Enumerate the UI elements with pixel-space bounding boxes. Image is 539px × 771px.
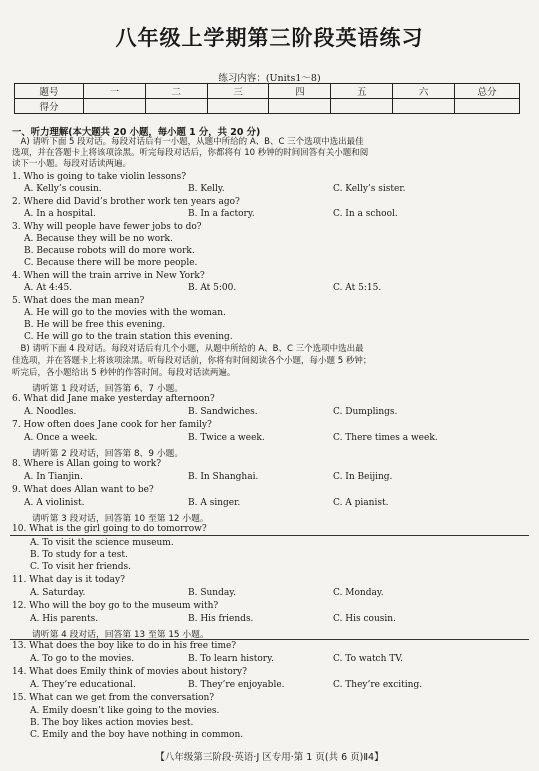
option-b[interactable]: B. To study for a test. (30, 550, 128, 560)
option-a[interactable]: A. He will go to the movies with the woman. (24, 308, 226, 318)
question-text: 12. Who will the boy go to the museum with? (12, 601, 219, 611)
option-b[interactable]: B. Sunday. (188, 588, 236, 598)
dialogue-hint: 请听第 3 段对话，回答第 10 至第 12 小题。 (32, 514, 209, 524)
score-table (14, 83, 520, 114)
option-b[interactable]: B. To learn history. (188, 654, 274, 664)
option-c[interactable]: C. Because there will be more people. (24, 258, 198, 268)
option-c[interactable]: C. Emily and the boy have nothing in common. (30, 730, 244, 740)
question-text: 5. What does the man mean? (12, 296, 145, 306)
option-c[interactable]: C. A pianist. (333, 498, 389, 508)
option-a[interactable]: A. Emily doesn’t like going to the movies. (30, 706, 220, 716)
score-label: 得分 (15, 99, 84, 114)
question-text: 7. How often does Jane cook for her family? (12, 420, 212, 430)
option-c[interactable]: C. Monday. (333, 588, 384, 598)
option-b[interactable]: B. Because robots will do more work. (24, 246, 195, 256)
option-a[interactable]: A. They’re educational. (30, 680, 136, 690)
option-c[interactable]: C. To watch TV. (333, 654, 404, 664)
score-cell: 六 (393, 84, 455, 99)
dialogue-hint: 请听第 1 段对话，回答第 6、7 小题。 (32, 384, 184, 394)
question-text: 11. What day is it today? (12, 575, 125, 585)
option-b[interactable]: B. In Shanghai. (188, 472, 259, 482)
option-c[interactable]: C. Kelly’s sister. (333, 184, 406, 194)
question-text: 2. Where did David’s brother work ten years ago? (12, 197, 240, 207)
instructions-a: A) 请听下面 5 段对话。每段对话后有一小题，从题中所给的 A、B、C 三个选项中选出最佳 (12, 137, 364, 147)
option-b[interactable]: B. He will be free this evening. (24, 320, 166, 330)
option-b[interactable]: B. His friends. (188, 614, 254, 624)
score-cell: 五 (331, 84, 393, 99)
option-a[interactable]: A. To visit the science museum. (30, 538, 174, 548)
score-entry[interactable] (84, 99, 146, 114)
option-b[interactable]: B. Twice a week. (188, 433, 265, 443)
option-c[interactable]: C. Dumplings. (333, 407, 398, 417)
option-a[interactable]: A. Because they will be no work. (24, 234, 173, 244)
dialogue-hint: 请听第 2 段对话，回答第 8、9 小题。 (32, 449, 184, 459)
score-entry[interactable] (393, 99, 455, 114)
question-text: 10. What is the girl going to do tomorrow? (12, 524, 207, 534)
question-text: 4. When will the train arrive in New York? (12, 271, 205, 281)
score-table-header-row (15, 84, 520, 99)
score-entry[interactable] (145, 99, 207, 114)
instructions-b: 佳选项，并在答题卡上将该项涂黑。听每段对话前，你将有时间阅读各个小题，每小题 5 秒钟； (12, 356, 372, 366)
score-cell: 题号 (15, 84, 84, 99)
option-c[interactable]: C. His cousin. (333, 614, 396, 624)
exam-scope: 练习内容：(Units1～8) (218, 73, 321, 84)
question-text: 3. Why will people have fewer jobs to do? (12, 222, 202, 232)
option-b[interactable]: B. Sandwiches. (188, 407, 258, 417)
score-entry[interactable] (207, 99, 269, 114)
option-a[interactable]: A. Kelly’s cousin. (24, 184, 102, 194)
option-c[interactable]: C. At 5:15. (333, 283, 382, 293)
option-a[interactable]: A. His parents. (30, 614, 99, 624)
instructions-a: 选项，并在答题卡上将该项涂黑。听完每段对话后，你都将有 10 秒钟的时间回答有关小题和阅 (12, 148, 369, 158)
question-text: 6. What did Jane make yesterday afternoon? (12, 394, 215, 404)
score-entry[interactable] (331, 99, 393, 114)
score-entry[interactable] (455, 99, 520, 114)
option-c[interactable]: C. In Beijing. (333, 472, 393, 482)
score-cell: 一 (84, 84, 146, 99)
score-entry[interactable] (269, 99, 331, 114)
instructions-b: B) 请听下面 4 段对话。每段对话后有几个小题，从题中所给的 A、B、C 三个选项中选出最 (12, 344, 364, 354)
option-c[interactable]: C. In a school. (333, 209, 398, 219)
page-footer: 【八年级第三阶段·英语·J 区专用·第 1 页(共 6 页)Ⅱ4】 (155, 752, 384, 763)
option-b[interactable]: B. In a factory. (188, 209, 255, 219)
option-b[interactable]: B. Kelly. (188, 184, 225, 194)
option-a[interactable]: A. Once a week. (24, 433, 98, 443)
score-cell: 三 (207, 84, 269, 99)
question-text: 13. What does the boy like to do in his free time? (12, 641, 237, 651)
page-title: 八年级上学期第三阶段英语练习 (115, 26, 424, 50)
dialogue-hint: 请听第 4 段对话，回答第 13 至第 15 小题。 (32, 630, 209, 640)
option-c[interactable]: C. They’re exciting. (333, 680, 423, 690)
question-text: 9. What does Allan want to be? (12, 485, 154, 495)
option-c[interactable]: C. He will go to the train station this evening. (24, 332, 233, 342)
question-text: 15. What can we get from the conversation? (12, 693, 215, 703)
option-b[interactable]: B. They’re enjoyable. (188, 680, 285, 690)
score-cell: 四 (269, 84, 331, 99)
instructions-a: 读下一小题。每段对话读两遍。 (12, 159, 132, 169)
option-a[interactable]: A. To go to the movies. (30, 654, 135, 664)
option-c[interactable]: C. To visit her friends. (30, 562, 131, 572)
option-b[interactable]: B. A singer. (188, 498, 241, 508)
option-c[interactable]: C. There times a week. (333, 433, 438, 443)
question-text: 8. Where is Allan going to work? (12, 459, 162, 469)
score-table-score-row (15, 99, 520, 114)
option-a[interactable]: A. In Tianjin. (24, 472, 83, 482)
option-a[interactable]: A. At 4:45. (24, 283, 73, 293)
fold-line (10, 535, 529, 536)
score-cell: 二 (145, 84, 207, 99)
score-cell: 总分 (455, 84, 520, 99)
option-b[interactable]: B. The boy likes action movies best. (30, 718, 194, 728)
instructions-b: 听完后，各小题给出 5 秒钟的作答时间。每段对话读两遍。 (12, 368, 236, 378)
fold-line (10, 639, 529, 640)
option-a[interactable]: A. Noodles. (24, 407, 77, 417)
option-a[interactable]: A. A violinist. (24, 498, 85, 508)
option-b[interactable]: B. At 5:00. (188, 283, 237, 293)
section-heading: 一、听力理解(本大题共 20 小题，每小题 1 分，共 20 分) (12, 127, 261, 138)
question-text: 14. What does Emily think of movies about history? (12, 667, 247, 677)
option-a[interactable]: A. Saturday. (30, 588, 86, 598)
question-text: 1. Who is going to take violin lessons? (12, 172, 187, 182)
option-a[interactable]: A. In a hospital. (24, 209, 96, 219)
